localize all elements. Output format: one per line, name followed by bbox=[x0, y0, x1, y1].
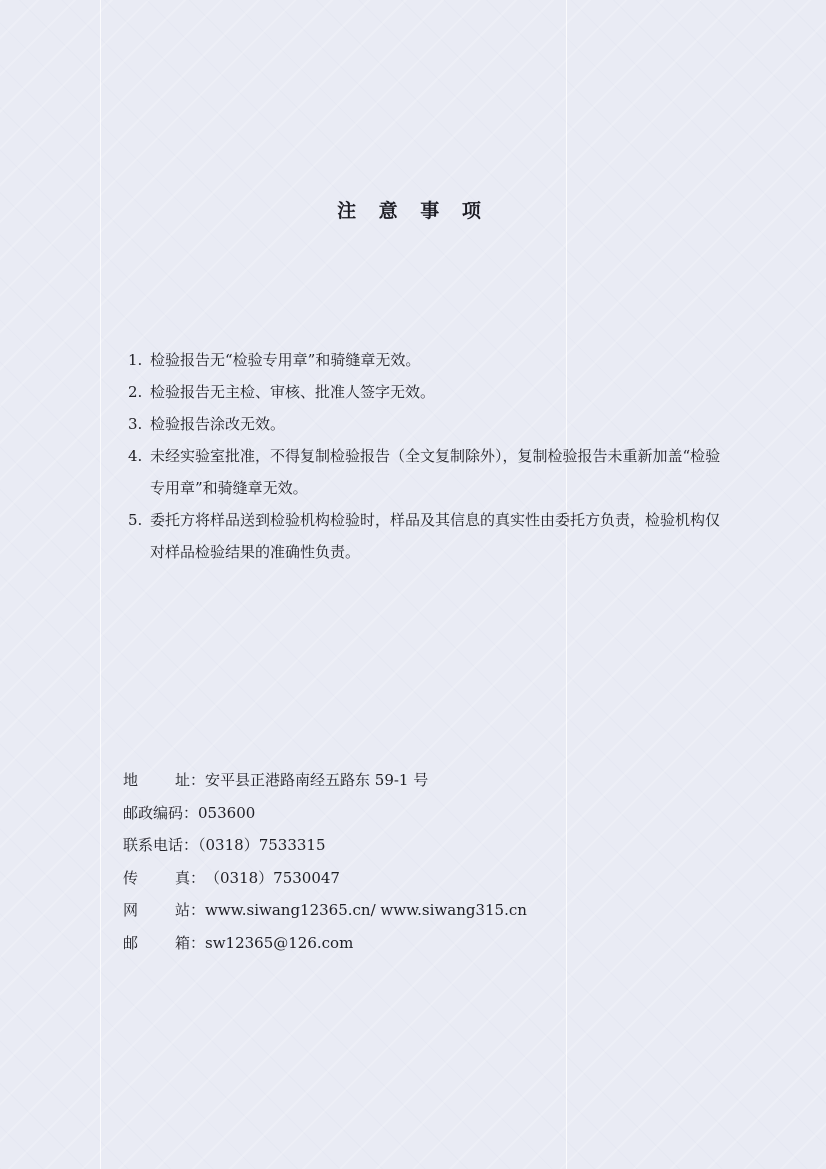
phone-value: （0318）7533315 bbox=[198, 836, 326, 854]
note-item-2 bbox=[128, 376, 728, 408]
fold-line-left bbox=[100, 0, 101, 1169]
note-text: 检验报告无“检验专用章”和骑缝章无效。 bbox=[150, 351, 421, 369]
phone-label: 联系电话： bbox=[123, 836, 199, 854]
note-number: 2. bbox=[128, 383, 143, 401]
fax-value: （0318）7530047 bbox=[205, 868, 340, 887]
note-number: 1. bbox=[128, 351, 143, 369]
email-label: 邮 箱： bbox=[123, 933, 206, 952]
note-text: 检验报告无主检、审核、批准人签字无效。 bbox=[150, 383, 436, 401]
contact-info bbox=[123, 764, 723, 959]
note-number: 5. bbox=[128, 511, 143, 529]
note-text: 委托方将样品送到检验机构检验时，样品及其信息的真实性由委托方负责，检验机构仅对样品检验结果的准确性负责。 bbox=[150, 511, 721, 561]
address-label: 地 址： bbox=[123, 771, 206, 789]
website-row bbox=[123, 894, 723, 927]
page-title: 注 意 事 项 bbox=[337, 200, 489, 222]
note-text: 未经实验室批准，不得复制检验报告（全文复制除外），复制检验报告未重新加盖“检验专用章”和骑缝章无效。 bbox=[150, 447, 721, 497]
fold-line-right bbox=[566, 0, 567, 1169]
postcode-row bbox=[123, 797, 723, 830]
postcode-value: 053600 bbox=[198, 803, 256, 822]
website-label: 网 站： bbox=[123, 901, 206, 919]
postcode-label: 邮政编码： bbox=[123, 803, 199, 822]
fax-label: 传 真： bbox=[123, 868, 206, 887]
address-row bbox=[123, 764, 723, 797]
note-item-1 bbox=[128, 344, 728, 376]
email-row bbox=[123, 927, 723, 960]
website-value: www.siwang12365.cn/ www.siwang315.cn bbox=[205, 901, 527, 919]
note-text: 检验报告涂改无效。 bbox=[150, 415, 286, 433]
address-value: 安平县正港路南经五路东 59-1 号 bbox=[205, 771, 429, 789]
phone-row bbox=[123, 829, 723, 862]
note-number: 3. bbox=[128, 415, 143, 433]
note-item-3 bbox=[128, 408, 728, 440]
notes-list bbox=[128, 344, 728, 568]
note-number: 4. bbox=[128, 447, 143, 465]
email-value: sw12365@126.com bbox=[205, 933, 354, 952]
fax-row bbox=[123, 862, 723, 895]
note-item-5 bbox=[128, 504, 728, 568]
note-item-4 bbox=[128, 440, 728, 504]
